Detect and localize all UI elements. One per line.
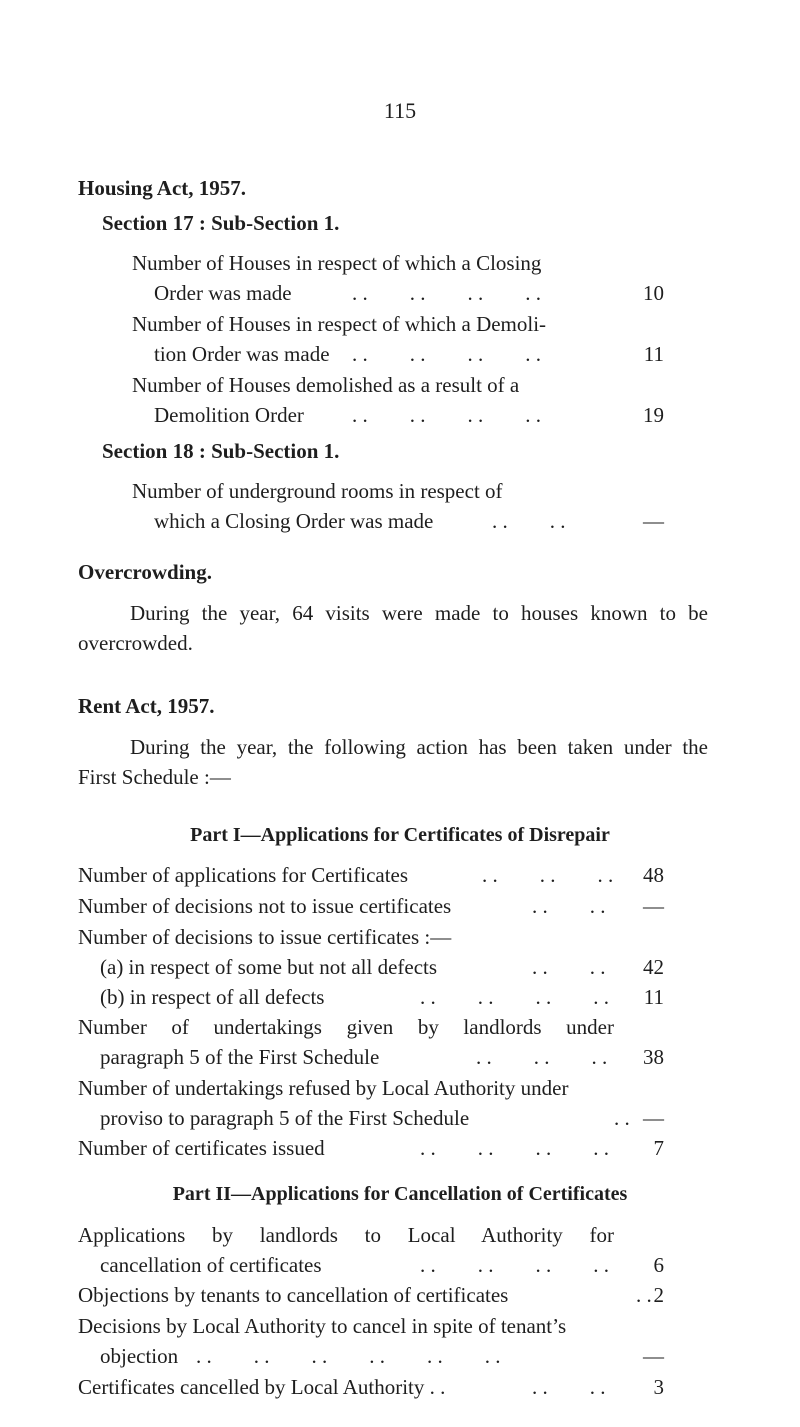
leader-dots: . . . . [532,1375,606,1399]
part1-item-all-defects [78,982,664,1012]
leader-dots: . . [614,1106,630,1130]
part2-item-decisions-cancel [78,1311,664,1371]
part1-item-decisions-not-issue [78,891,664,921]
overcrowding-paragraph [78,598,708,658]
leader-dots: . . . . . . [482,863,614,887]
item-text-line2: Order was made [154,281,292,305]
item-value: — [643,894,664,918]
part2-item-certificates-cancelled [78,1372,664,1402]
item-text-line1: Number of undertakings refused by Local Authority under [78,1076,569,1100]
s17-item-demolished [132,370,664,430]
item-value: — [643,1106,664,1130]
item-value: 7 [653,1136,664,1160]
leader-dots: . . . . . . . . [420,1253,609,1277]
item-text-line1: Number of undertakings given by landlords under [78,1015,614,1039]
paragraph-line1: During the year, 64 visits were made to houses known to be [130,601,708,625]
s18-item-underground-rooms [132,476,664,536]
item-text: Number of certificates issued [78,1136,325,1160]
item-value: 42 [643,955,664,979]
paragraph-line1: During the year, the following action has been taken under the [130,735,708,759]
part1-item-undertakings-refused [78,1073,664,1133]
item-text-line2: which a Closing Order was made [154,509,434,533]
s17-item-closing-order [132,248,664,308]
item-text-line2: objection [100,1344,179,1368]
item-value: — [643,509,664,533]
item-text-line2: paragraph 5 of the First Schedule [100,1045,380,1069]
item-value: 48 [643,863,664,887]
item-text-line1: Number of Houses in respect of which a Closing [132,251,542,275]
rent-act-paragraph [78,732,708,792]
leader-dots: . . . . . . . . . . . . [196,1344,501,1368]
part1-item-certificates-issued [78,1133,664,1163]
item-value: 3 [653,1375,664,1399]
leader-dots: . . . . [532,894,606,918]
item-text-line2: proviso to paragraph 5 of the First Schedule [100,1106,470,1130]
item-value: 19 [643,403,664,427]
item-value: 11 [643,985,664,1009]
part1-item-applications [78,860,664,890]
paragraph-line2: First Schedule :— [78,765,231,789]
part2-item-objections-tenants [78,1280,664,1310]
item-text-line1: Applications by landlords to Local Authority for [78,1223,614,1247]
item-text-line1: Number of underground rooms in respect of [132,479,503,503]
item-text-line2: tion Order was made [154,342,330,366]
item-text: (a) in respect of some but not all defects [100,955,438,979]
part1-item-decisions-issue [78,922,664,952]
item-text-line2: Demolition Order [154,403,304,427]
item-text: (b) in respect of all defects [100,985,325,1009]
paragraph-line2: overcrowded. [78,631,193,655]
item-text: Number of decisions to issue certificates :— [78,925,452,949]
rent-act-title: Rent Act, 1957. [78,694,215,718]
housing-act-title: Housing Act, 1957. [78,176,247,200]
leader-dots: . . . . . . . . [352,403,541,427]
leader-dots: . . . . . . . . [352,281,541,305]
item-value: 2 [653,1283,664,1307]
item-text-line2: cancellation of certificates [100,1253,322,1277]
part-2-heading: Part II—Applications for Cancellation of Certificates [172,1183,628,1205]
item-text-line1: Decisions by Local Authority to cancel in spite of tenant’s [78,1314,567,1338]
item-text-line1: Number of Houses in respect of which a Demoli- [132,312,547,336]
section-18-heading: Section 18 : Sub-Section 1. [102,439,340,463]
item-text: Certificates cancelled by Local Authority . . [78,1375,446,1399]
leader-dots: . . . . [532,955,606,979]
s17-item-demolition-order [132,309,664,369]
page-number: 115 [383,98,417,123]
leader-dots: . . . . . . [476,1045,608,1069]
item-text: Number of decisions not to issue certificates [78,894,452,918]
leader-dots: . . . . [492,509,566,533]
leader-dots: . . . . . . . . [352,342,541,366]
item-value: 38 [643,1045,664,1069]
item-value: 11 [643,342,664,366]
section-17-heading: Section 17 : Sub-Section 1. [102,211,340,235]
part-1-heading: Part I—Applications for Certificates of Disrepair [190,824,610,846]
item-value: 6 [653,1253,664,1277]
leader-dots: . . . . . . . . [420,985,609,1009]
item-text: Objections by tenants to cancellation of certificates [78,1283,509,1307]
item-text: Number of applications for Certificates [78,863,409,887]
part1-item-some-defects [78,952,664,982]
part2-item-applications-landlords [78,1220,664,1280]
item-text-line1: Number of Houses demolished as a result of a [132,373,520,397]
overcrowding-title: Overcrowding. [78,560,212,584]
leader-dots: . . [636,1283,652,1307]
item-value: — [643,1344,664,1368]
item-value: 10 [643,281,664,305]
part1-item-undertakings-given [78,1012,664,1072]
leader-dots: . . . . . . . . [420,1136,609,1160]
